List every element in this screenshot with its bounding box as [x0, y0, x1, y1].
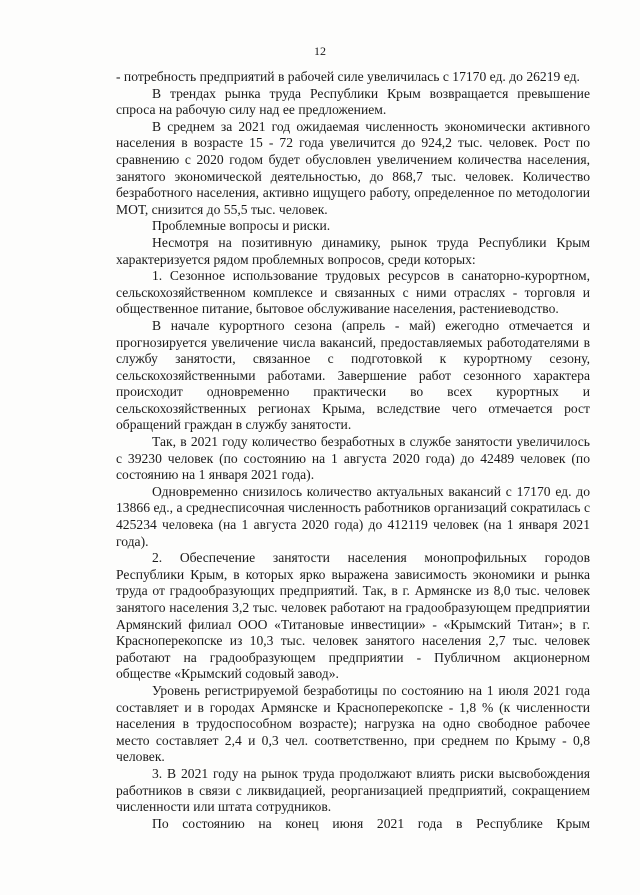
- paragraph-unemployment-rate: Уровень регистрируемой безработицы по состоянию на 1 июля 2021 года составляет и в городах Армянске и Красноперекопске - 1,8 % (к численности населения в трудоспособном возрасте); нагрузка на одно свободное рабочее место составляет 2,4 и 0,3 чел. соответственно, при среднем по Крыму - 0,8 человек.: [116, 682, 590, 765]
- document-text: [116, 69, 590, 832]
- paragraph-unemployed-growth: Так, в 2021 году количество безработных в службе занятости увеличилось с 39230 человек (по состоянию на 1 августа 2020 года) до 42489 человек (по состоянию на 1 января 2021 года).: [116, 434, 590, 483]
- paragraph-demand-exceeds-supply: В трендах рынка труда Республики Крым возвращается превышение спроса на рабочую силу над ее предложением.: [116, 85, 590, 118]
- paragraph-item-3-layoffs: 3. В 2021 году на рынок труда продолжают влиять риски высвобождения работников в связи с ликвидацией, реорганизацией предприятий, сокращением численности или штата сотрудников.: [116, 765, 590, 815]
- paragraph-problem-intro: Несмотря на позитивную динамику, рынок труда Республики Крым характеризуется рядом проблемных вопросов, среди которых:: [116, 234, 590, 267]
- paragraph-demand-growth: - потребность предприятий в рабочей силе увеличилась с 17170 ед. до 26219 ед.: [116, 69, 580, 84]
- paragraph-item-2-monotowns: 2. Обеспечение занятости населения монопрофильных городов Республики Крым, в которых ярко выражена зависимость экономики и рынка труда от градообразующих предприятий. Так, в г. Армянске из 8,0 тыс. человек занятого населения 3,2 тыс. человек работают на градообразующем предприятии Армянский филиал ООО «Титановые инвестиции» - «Крымский Титан»; в г. Красноперекопске из 10,3 тыс. человек занятого населения 2,7 тыс. человек работают на градообразующем предприятии - Публичном акционерном обществе «Крымский содовый завод».: [116, 550, 590, 682]
- paragraph-vacancies-decline: Одновременно снизилось количество актуальных вакансий с 17170 ед. до 13866 ед., а среднесписочная численность работников организаций сократилась с 425234 человека (на 1 августа 2020 года) до 412119 человек (на 1 января 2021 года).: [116, 483, 590, 549]
- paragraph-end-of-june: По состоянию на конец июня 2021 года в Республике Крым: [152, 815, 590, 831]
- section-heading-problems-risks: Проблемные вопросы и риски.: [152, 218, 331, 234]
- paragraph-resort-season: В начале курортного сезона (апрель - май) ежегодно отмечается и прогнозируется увеличение числа вакансий, предоставляемых работодателями в службу занятости, связанное с подготовкой к курортному сезону, сельскохозяйственными работами. Завершение работ сезонного характера происходит одновременно практически во всех курортных и сельскохозяйственных регионах Крыма, вследствие чего отмечается рост обращений граждан в службу занятости.: [116, 317, 590, 433]
- paragraph-item-1-seasonal: 1. Сезонное использование трудовых ресурсов в санаторно-курортном, сельскохозяйственном комплексе и связанных с ними отраслях - торговля и общественное питание, бытовое обслуживание населения, растениеводство.: [116, 268, 590, 317]
- page-number: 12: [314, 44, 326, 58]
- paragraph-active-population: В среднем за 2021 год ожидаемая численность экономически активного населения в возрасте 15 - 72 года увеличится до 924,2 тыс. человек. Рост по сравнению с 2020 годом будет обусловлен увеличением количества населения, занятого экономической деятельностью, до 868,7 тыс. человек. Количество безработного населения, активно ищущего работу, определенное по методологии МОТ, снизится до 55,5 тыс. человек.: [116, 118, 590, 217]
